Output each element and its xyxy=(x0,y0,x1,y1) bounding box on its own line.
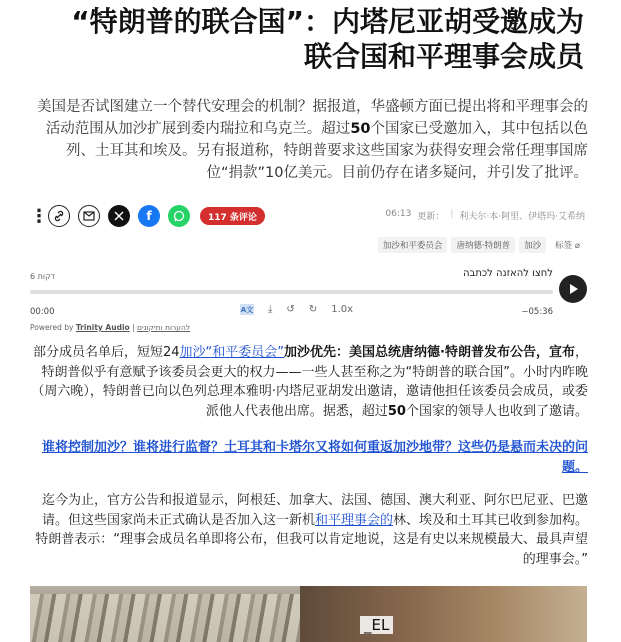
article-lead xyxy=(30,96,588,184)
article-meta xyxy=(385,209,585,222)
audio-player xyxy=(30,262,587,334)
tag-icon: ⌀ xyxy=(574,241,580,251)
speed-button[interactable]: 1.0x xyxy=(331,304,354,315)
updated-label: 更新： xyxy=(417,212,445,222)
whatsapp-icon[interactable] xyxy=(168,205,190,227)
translate-icon[interactable]: A文 xyxy=(240,305,254,314)
photo-tents-area xyxy=(30,594,300,642)
facebook-icon[interactable]: f xyxy=(138,205,160,227)
tag-list xyxy=(378,237,585,253)
p1-bold: 美国总统唐纳德·特朗普发布公告，宣布 xyxy=(349,345,575,360)
tag-item[interactable]: 加沙和平委员会 xyxy=(378,237,448,253)
x-icon[interactable] xyxy=(108,205,130,227)
headline-line-2: 联合国和平理事会成员 xyxy=(303,40,584,73)
audio-powered-by: Powered by Trinity Audio | להערות ותיקונים xyxy=(30,323,191,332)
download-icon[interactable]: ⤓ xyxy=(268,304,273,315)
feedback-link[interactable]: להערות ותיקונים xyxy=(136,323,191,332)
photo-caption: _EL xyxy=(360,616,393,634)
audio-time-end: −05:36 xyxy=(521,307,553,317)
rewind-icon[interactable]: ↺ xyxy=(286,304,295,315)
trinity-audio-link[interactable]: Trinity Audio xyxy=(75,323,130,332)
audio-controls xyxy=(240,304,353,315)
publish-time: 06:13 xyxy=(385,209,412,219)
share-bar xyxy=(30,205,265,227)
article-paragraph-1: 部分成员名单后，短短24加沙“和平委员会”加沙优先：美国总统唐纳德·特朗普发布公告，宣布，特朗普似乎有意赋予该委员会更大的权力——一些人甚至称之为“特朗普的联合国”。小时内昨晚（周六晚），特朗普已向以色列总理本雅明·内塔尼亚胡发出邀请，邀请他担任该委员会成员，或委派他人代表他出席。据悉，超过50个国家的领导人也收到了邀请。 xyxy=(31,345,588,419)
related-article-link[interactable]: 谁将控制加沙？谁将进行监督？土耳其和卡塔尔又将如何重返加沙地带？这些仍是悬而未决的问题。 xyxy=(41,440,588,475)
audio-progress-track[interactable] xyxy=(30,290,553,294)
peace-council-link[interactable]: 和平理事会的 xyxy=(314,512,393,528)
link-icon[interactable] xyxy=(48,205,70,227)
authors[interactable]: 利夫尔·本·阿里、伊塔玛·艾希纳 xyxy=(459,212,585,222)
headline-line-1: “特朗普的联合国”：内塔尼亚胡受邀成为 xyxy=(71,5,584,38)
meta-divider: | xyxy=(450,209,454,219)
more-icon[interactable]: ⋮ xyxy=(30,205,48,227)
listen-label[interactable]: לחצו להאזנה לכתבה xyxy=(463,268,553,279)
lead-text-2: 个国家已受邀加入，其中包括以色列、土耳其和埃及。另有报道称，特朗普要求这些国家为获得安理会常任理事国席位“捐款”10亿美元。目前仍存在诸多疑问，并引发了批评。 xyxy=(66,121,588,181)
audio-time-start: 00:00 xyxy=(30,307,55,317)
comments-button[interactable]: 117 条评论 xyxy=(200,207,265,225)
play-button[interactable] xyxy=(559,275,587,303)
tag-item[interactable]: 唐纳德·特朗普 xyxy=(451,237,515,253)
audio-duration: 6 דקות xyxy=(30,272,56,281)
peace-committee-link[interactable]: 加沙“和平委员会” xyxy=(179,345,285,360)
article-photo xyxy=(30,586,587,642)
email-icon[interactable] xyxy=(78,205,100,227)
play-icon xyxy=(567,283,579,295)
photo-hall-area xyxy=(300,586,587,642)
lead-text-1: 美国是否试图建立一个替代安理会的机制？据报道，华盛顿方面已提出将和平理事会的活动范围从加沙扩展到委内瑞拉和乌克兰。超过 xyxy=(37,99,588,137)
tag-item[interactable]: 加沙 xyxy=(519,237,546,253)
tags-label: 标签 ⌀ xyxy=(555,241,580,251)
article-paragraph-2: 迄今为止，官方公告和报道显示，阿根廷、加拿大、法国、德国、澳大利亚、阿尔巴尼亚、巴邀请。但这些国家尚未正式确认是否加入这一新机和平理事会的林、埃及和土耳其已收到参加构。特朗普表示：“理事会成员名单即将公布，但我可以肯定地说，这是有史以来规模最大、最具声望的理事会。” xyxy=(35,493,588,567)
article-headline xyxy=(24,4,584,74)
lead-bold-50: 50 xyxy=(350,121,371,137)
forward-icon[interactable]: ↻ xyxy=(308,304,318,315)
